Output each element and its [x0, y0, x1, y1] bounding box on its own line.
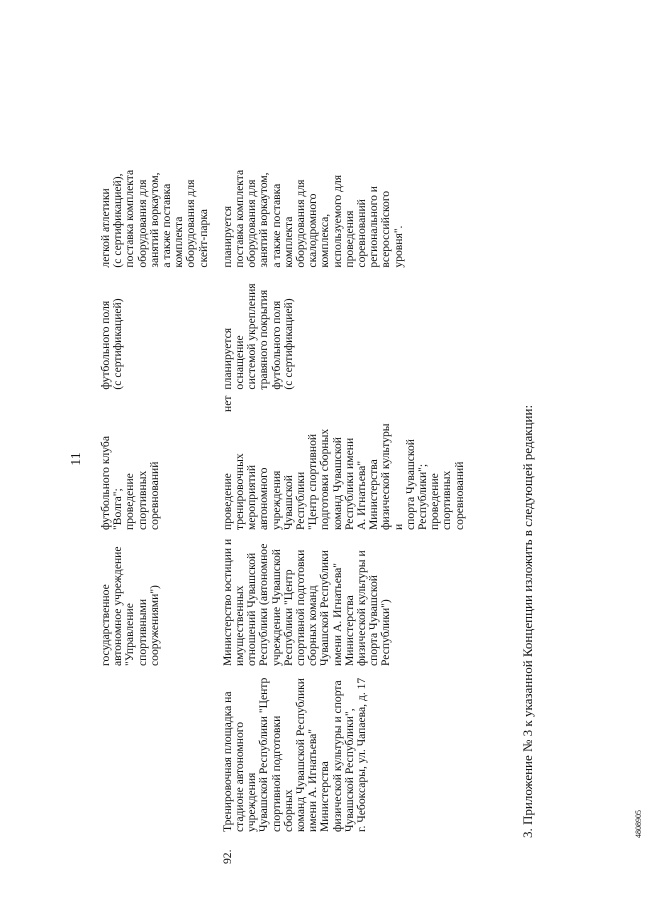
cell-purpose: футбольного клуба "Волга"; проведение спортивных соревнований: [99, 435, 161, 530]
cell-object: [100, 669, 210, 835]
cell-sports-equipment: планируется поставка комплекта оборудования для занятий воркаутом, а также поставка комплекта оборудования для скалодромного комплекса, используемого для проведения соревнований регионального и всероссийского уровня".: [220, 169, 405, 268]
amendment-instruction: 3. Приложение № 3 к указанной Концепции изложить в следующей редакции:: [520, 404, 535, 838]
cell-sports-equipment: легкой атлетики (с сертификацией), поставка комплекта оборудования для занятий воркаутом, а также поставка комплекта оборудования для скейт-парка: [99, 169, 210, 268]
cell-equipment: футбольного поля (с сертификацией): [99, 297, 125, 390]
cell-owner: Министерство юстиции и имущественных отношений Чувашской Республики (автономное учреждение Чувашской Республики "Центр спортивной подготовки сборных команд Чувашской Республики имени А. Игнатьева" Министерства физической культуры и спорта Чувашской Республики"): [220, 538, 393, 666]
cell-equipment: планируется оснащение системой укрепления травяного покрытия футбольного поля (с сертификацией): [220, 282, 295, 390]
cell-number: [100, 835, 210, 867]
rotated-document-page: [40, 28, 643, 878]
cell-number: 92.: [220, 849, 234, 864]
facilities-table: [100, 144, 466, 866]
cell-flag: [100, 392, 210, 414]
table-row-continuation: [100, 144, 210, 866]
cell-flag: нет: [220, 395, 234, 412]
page-number: 11: [69, 451, 84, 466]
cell-purpose: проведение тренировочных мероприятий автономного учреждения Чувашской Республики "Центр спортивной подготовки сборных команд Чувашской Республики имени А. Игнатьева" Министерства физической культуры и спорта Чувашской Республики"; проведение спортивных соревнований: [220, 422, 466, 530]
cell-object: Тренировочная площадка на стадионе автономного учреждения Чувашской Республики "Центр спортивной подготовки сборных команд Чувашской Республики имени А. Игнатьева" Министерства физической культуры и спорта Чувашской Республики", г. Чебоксары, ул. Чапаева, д. 17: [220, 677, 369, 832]
document-code: 4808905: [634, 809, 643, 838]
cell-owner: государственное автономное учреждение "Управление спортивными сооружениями"): [99, 545, 161, 666]
table-row-92: [222, 144, 466, 866]
